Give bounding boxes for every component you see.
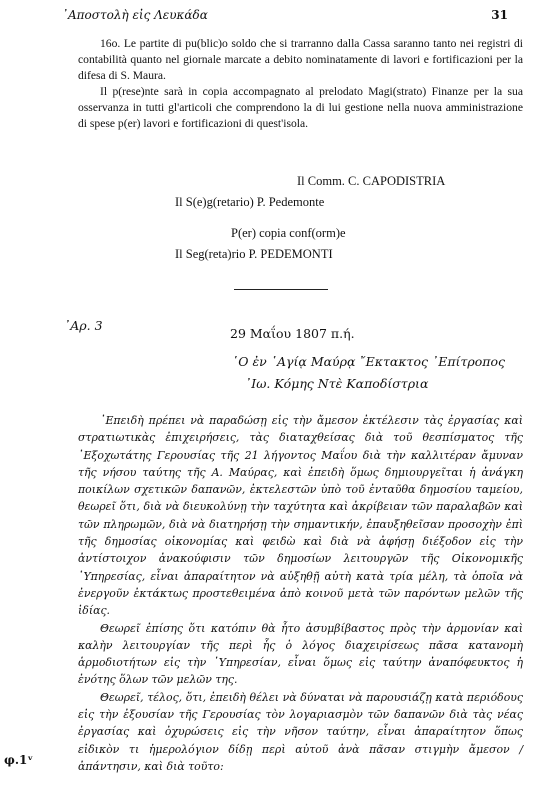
greek-paragraph-3: Θεωρεῖ, τέλος, ὅτι, ἐπειδὴ θέλει νὰ δύναται νὰ παρουσιάζῃ κατὰ περιόδους εἰς τὴν ἐξουσίαν τῆς Γερουσίας τὸν λογαριασμὸν τῶν δαπανῶν διὰ τὰς νέας ἐργασίας καὶ ὀχυρώσεις εἰς τὴν νῆσον ταύτην, εἶναι ἀπαραίτητον ὅπως εἰδικὸν τι ἡμερολόγιον δίδῃ περὶ αὐτοῦ ἀνὰ πᾶσαν στιγμὴν ἄμεσον / ἀπάντησιν, καὶ διὰ τοῦτο: <box>78 690 523 773</box>
sender-name: ᾿Ιω. Κόμης Ντὲ Καποδίστρια <box>245 376 429 391</box>
italian-text-block <box>78 36 523 132</box>
document-date: 29 Μαΐου 1807 π.ή. <box>230 326 355 341</box>
greek-paragraph-2: Θεωρεῖ ἐπίσης ὅτι κατόπιν θὰ ἦτο ἀσυμβίβαστος πρὸς τὴν ἁρμονίαν καὶ καλὴν λειτουργίαν τῆς περὶ ἧς ὁ λόγος διαχειρίσεως πᾶσα κατανομὴ ἁρμοδιοτήτων εἰς τὴν ῾Υπηρεσίαν, εἶναι ὅμως εἰς ταύτην ἀναπόφευκτος ἡ ἑνότης ὅλων τῶν μελῶν της. <box>78 621 523 687</box>
running-header <box>62 8 508 22</box>
running-title: ᾿Αποστολὴ εἰς Λευκάδα <box>62 8 208 22</box>
section-divider <box>234 289 328 290</box>
signature-commissioner: Il Comm. C. CAPODISTRIA <box>297 174 446 188</box>
greek-paragraph-1: ᾿Επειδὴ πρέπει νὰ παραδώσῃ εἰς τὴν ἄμεσον ἐκτέλεσιν τὰς ἐργασίας καὶ στρατιωτικὰς ἐπιχειρήσεις, τὰς διαταχθείσας διὰ τοῦ θεσπίσματος τῆς ᾿Εξοχωτάτης Γερουσίας τῆς 21 λήγοντος Μαΐου διὰ τὴν καλλιτέραν ἄμυναν τῆς νήσου ταύτης τῆς Α. Μαύρας, καὶ ἐπειδὴ ὅμως δημιουργεῖται ἡ ἀνάγκη ποικίλων σχετικῶν δαπανῶν, ἐκτελεστῶν ὑπὸ τοῦ ἐνταῦθα δημοσίου ταμείου, θεωρεῖ ὅτι, διὰ νὰ διευκολύνῃ τὴν ταχύτητα καὶ ἀκρίβειαν τῶν παραλαβῶν καὶ τῶν πληρωμῶν, διὰ νὰ διατηρήσῃ τὴν σημαντικήν, ἐπαυξηθεῖσαν προσοχὴν ἐπὶ τῆς δημοσίας οἰκονομίας καὶ φειδὼ καὶ διὰ νὰ ἀφήσῃ διέξοδον εἰς τὴν ἀντίστοιχον ἀνακούφισιν τῶν δημοσίων λειτουργῶν τῆς Οἰκονομικῆς ῾Υπηρεσίας, εἶναι ἀπαραίτητον νὰ αὐξηθῇ αὐτὴ κατὰ τρία μέλη, τὰ ὁποῖα νὰ ἐνεργοῦν ἐκτάκτως προστεθειμένα ἀπὸ κοινοῦ μετὰ τῶν παρόντων μελῶν τῆς ἰδίας. <box>78 414 523 618</box>
sender-title: ῾Ο ἐν ῾Αγίᾳ Μαύρᾳ ῎Εκτακτος ᾿Επίτροπος <box>232 354 505 369</box>
greek-text-block <box>78 412 523 775</box>
document-number: ᾿Αρ. 3 <box>64 318 103 333</box>
italian-paragraph-1: 16o. Le partite di pu(blic)o soldo che si trarranno dalla Cassa saranno tanto nei registri di contabilità quanto nel giornale marcate a debito nominatamente di lavori e fortificazioni per la difesa di S. Maura. <box>78 37 523 82</box>
signature-secretary: Il S(e)g(retario) P. Pedemonte <box>175 195 325 209</box>
copy-conformity-note: P(er) copia conf(orm)e <box>231 226 346 240</box>
page-number: 31 <box>491 8 508 22</box>
italian-paragraph-2: Il p(rese)nte sarà in copia accompagnato al prelodato Magi(strato) Finanze per la sua osservanza in tutti gl'articoli che comprendono la di lui gestione nella nuova amministrazione di spese p(er) lavori e fortificazioni di quest'isola. <box>78 85 523 130</box>
signature-secretary-copy: Il Seg(reta)rio P. PEDEMONTI <box>175 247 333 261</box>
folio-margin-note: φ.1ᵛ <box>4 753 34 767</box>
